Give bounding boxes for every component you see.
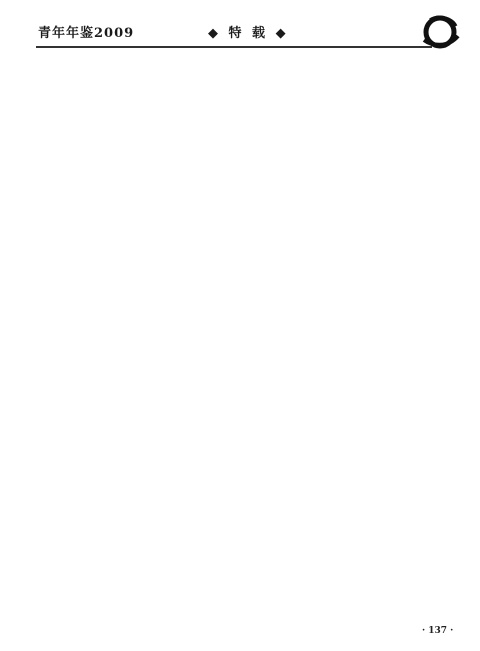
paragraph-3b bbox=[36, 112, 231, 126]
yearbook-title: 青年年鉴2009 bbox=[38, 26, 135, 41]
left-column bbox=[36, 60, 231, 620]
paragraph-1a bbox=[252, 98, 447, 112]
section-label: ◆ 特 载 ◆ bbox=[208, 26, 289, 41]
page-number: · 137 · bbox=[422, 626, 454, 636]
paragraph-3d bbox=[36, 140, 231, 154]
right-column bbox=[252, 60, 447, 620]
paragraph-1b bbox=[252, 112, 447, 126]
right-intro-paragraph bbox=[252, 60, 447, 74]
yearbook-logo-icon bbox=[418, 10, 462, 54]
paragraph-s3 bbox=[36, 183, 231, 197]
subheading-2 bbox=[252, 131, 447, 145]
section-heading-3 bbox=[36, 162, 231, 177]
paragraph-3c bbox=[36, 126, 231, 140]
page-header bbox=[0, 0, 480, 52]
paragraph-2a bbox=[252, 150, 447, 164]
paragraph-3a bbox=[36, 98, 231, 112]
paragraph-2b bbox=[252, 164, 447, 178]
header-rule bbox=[36, 46, 432, 48]
subheading-3 bbox=[36, 79, 231, 93]
subheading-1 bbox=[252, 79, 447, 93]
left-intro-paragraph bbox=[36, 60, 231, 74]
